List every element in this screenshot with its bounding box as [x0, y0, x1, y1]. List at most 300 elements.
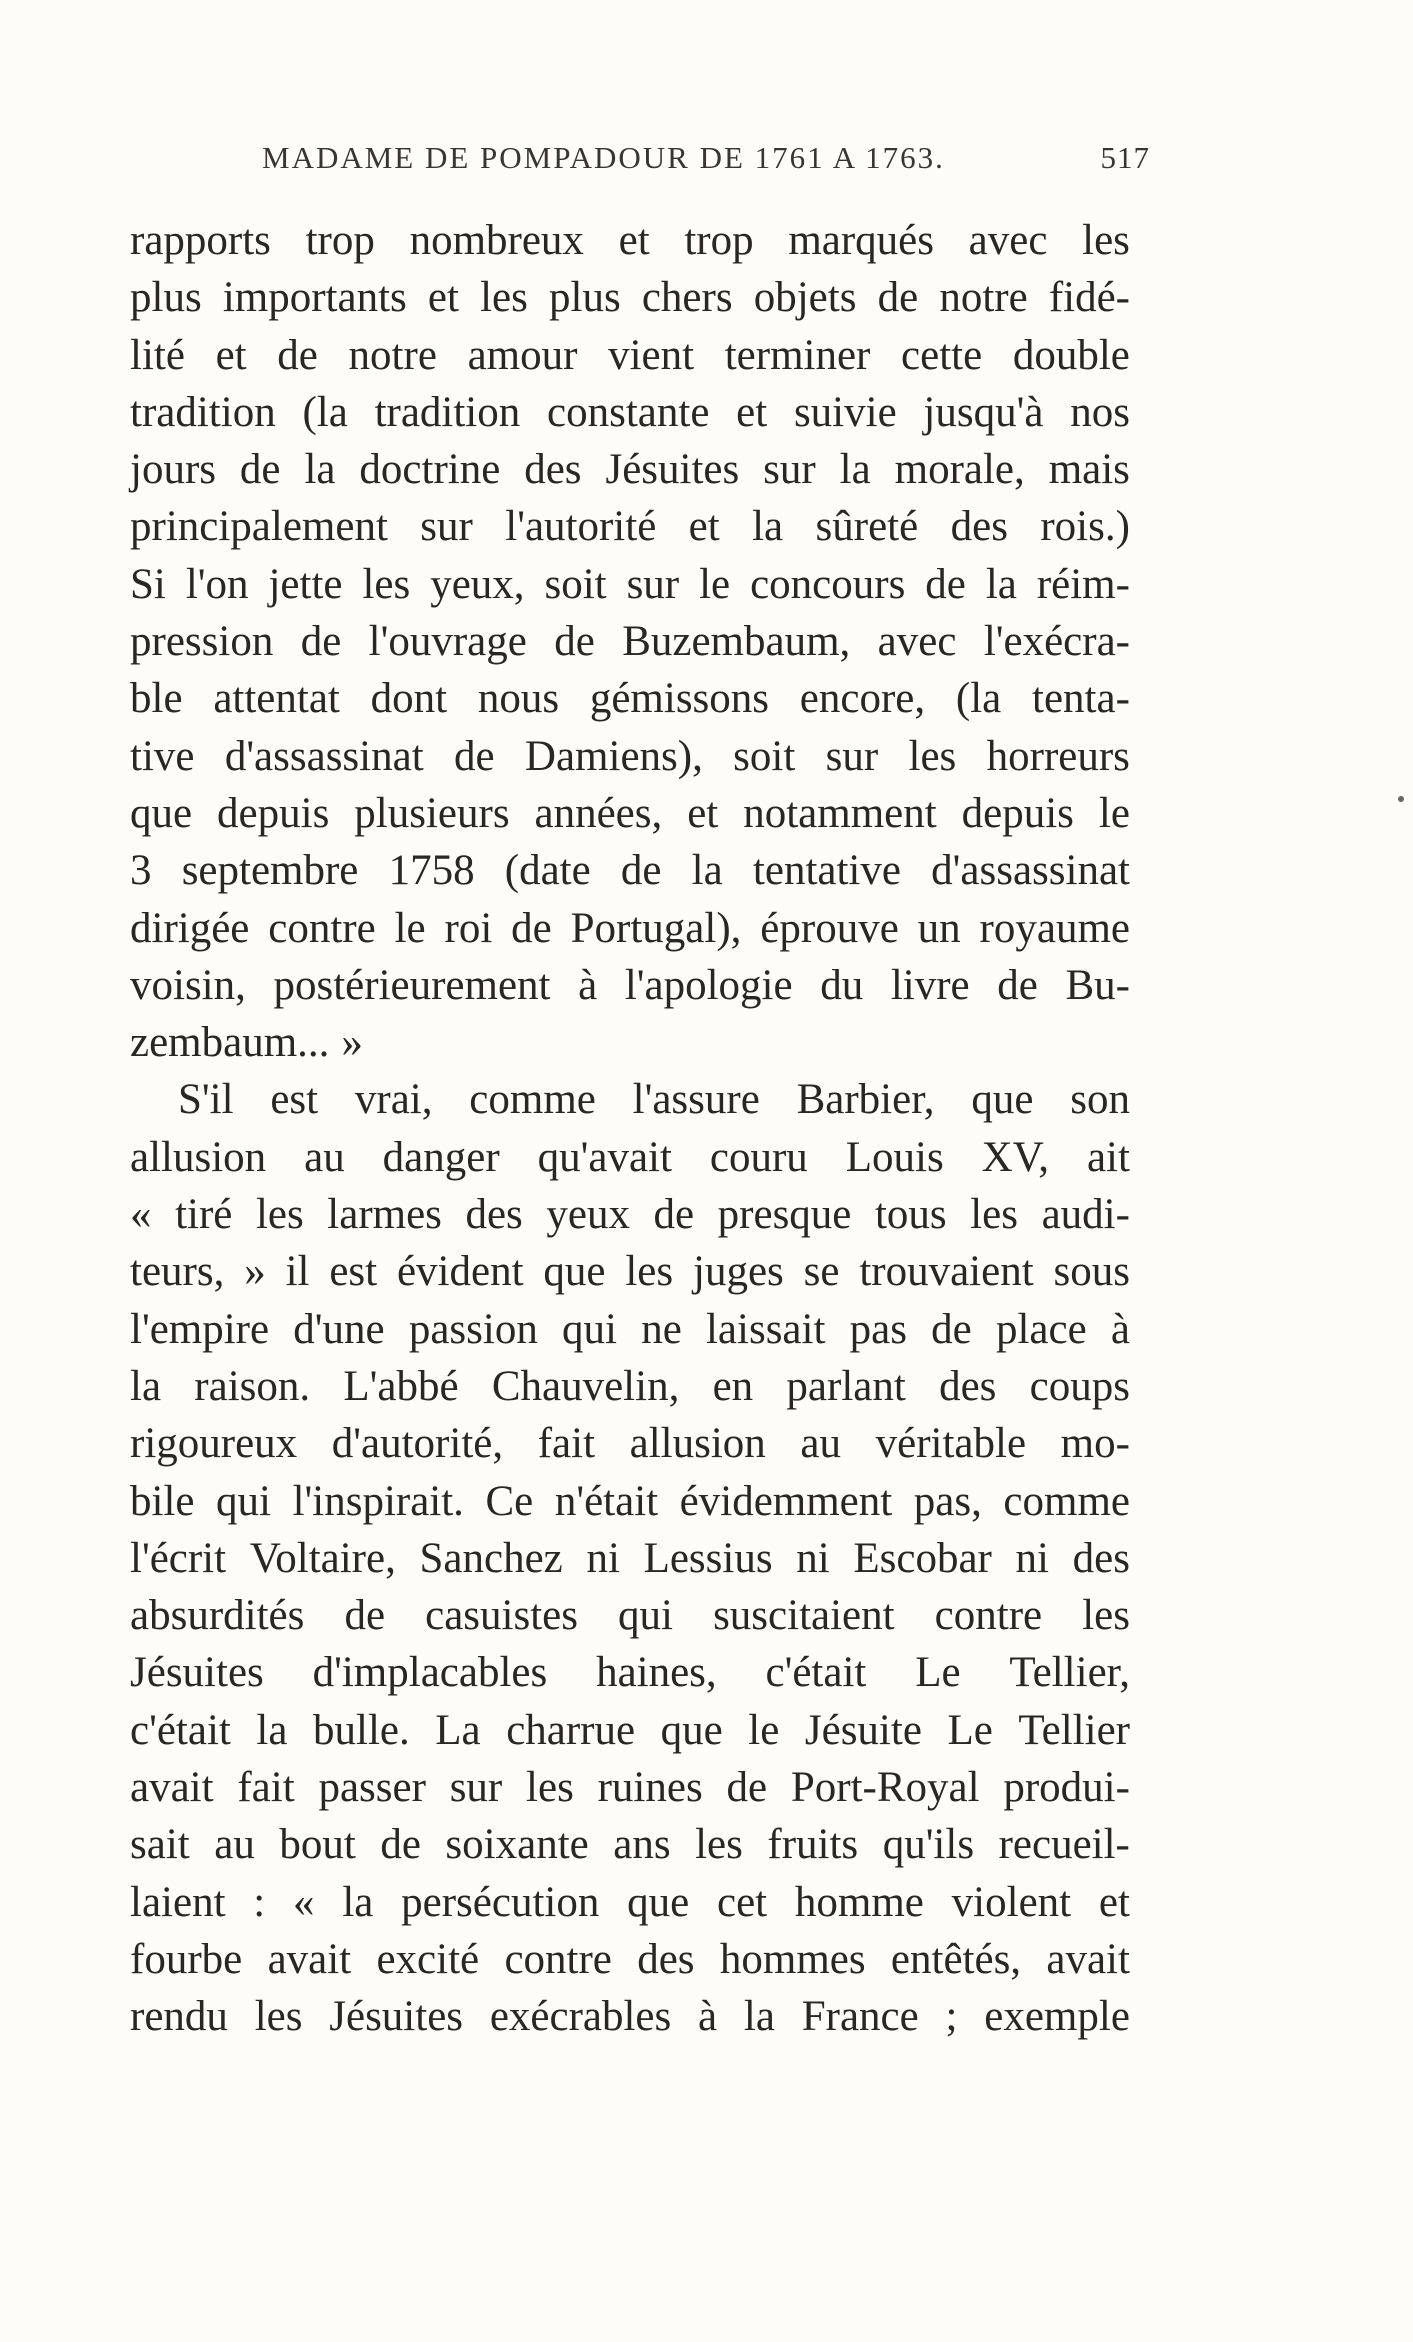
- ink-speck: [1398, 796, 1404, 802]
- word: notre: [348, 331, 437, 379]
- word: septembre: [181, 847, 359, 895]
- word: haines,: [596, 1649, 717, 1697]
- word: recueil-: [998, 1821, 1130, 1869]
- word: plus: [549, 274, 621, 322]
- word: dirigée: [130, 904, 250, 952]
- word: d'autorité,: [331, 1420, 504, 1468]
- word: tiré: [175, 1191, 233, 1239]
- word: plusieurs: [354, 789, 510, 837]
- word: le: [748, 1706, 780, 1754]
- word: les: [625, 1248, 674, 1296]
- word: de: [726, 1764, 768, 1812]
- word: produi-: [1003, 1764, 1130, 1812]
- word: ble: [130, 675, 183, 723]
- word: sur: [449, 1764, 503, 1812]
- word: Tellier: [1018, 1706, 1130, 1754]
- word: livre: [890, 961, 970, 1009]
- word: (la: [302, 388, 348, 436]
- word: de: [554, 618, 595, 666]
- text-line: [130, 1931, 1130, 1988]
- word: les: [1082, 1592, 1130, 1640]
- word: des: [524, 446, 582, 494]
- word: postérieurement: [273, 961, 551, 1009]
- word: c'était: [130, 1706, 231, 1754]
- word: la: [743, 1993, 775, 2041]
- word: casuistes: [425, 1592, 578, 1640]
- word: depuis: [961, 789, 1074, 837]
- word: 1758: [388, 847, 475, 895]
- text-line: [130, 1988, 1130, 2045]
- word: Port-Royal: [790, 1764, 980, 1812]
- word: Jésuites: [605, 446, 740, 494]
- word: passer: [318, 1764, 426, 1812]
- word: qui: [618, 1592, 673, 1640]
- word: ;: [945, 1993, 958, 2041]
- word: mais: [1048, 446, 1130, 494]
- word: marqués: [788, 217, 934, 264]
- word: Escobar: [853, 1534, 992, 1582]
- word: l'on: [185, 560, 249, 608]
- word: L'abbé: [343, 1362, 459, 1410]
- word: de: [239, 446, 281, 494]
- word: des: [939, 1362, 997, 1410]
- text-line: [130, 1243, 1130, 1300]
- word: et: [1098, 1878, 1130, 1926]
- word: trop: [305, 217, 375, 264]
- word: charrue: [506, 1706, 636, 1754]
- word: yeux,: [430, 560, 525, 608]
- word: le: [394, 904, 426, 952]
- word: depuis: [217, 789, 330, 837]
- word: (la: [955, 675, 1002, 723]
- text-line: [130, 1587, 1130, 1644]
- word: avait: [267, 1935, 352, 1983]
- word: danger: [382, 1133, 500, 1181]
- word: l'assure: [632, 1076, 760, 1124]
- word: doctrine: [359, 446, 501, 494]
- word: fait: [237, 1764, 295, 1812]
- word: sait: [130, 1821, 190, 1869]
- word: de: [997, 961, 1038, 1009]
- text-line: [130, 1816, 1130, 1873]
- word: »: [244, 1248, 266, 1296]
- word: et: [427, 274, 459, 322]
- text-line: [130, 1759, 1130, 1816]
- text-line: [130, 1358, 1130, 1415]
- word: que: [971, 1076, 1034, 1124]
- word: et: [215, 331, 247, 379]
- word: (date: [504, 847, 591, 895]
- word: place: [995, 1305, 1087, 1353]
- word: en: [712, 1362, 754, 1410]
- word: sur: [420, 503, 473, 551]
- word: tenta-: [1032, 675, 1130, 723]
- word: trop: [684, 217, 754, 264]
- word: zembaum...: [130, 1019, 330, 1067]
- word: hommes: [719, 1935, 866, 1983]
- word: attentat: [213, 675, 340, 723]
- word: les: [362, 560, 411, 608]
- word: contre: [504, 1935, 612, 1983]
- word: terminer: [724, 331, 871, 379]
- word: et: [688, 503, 720, 551]
- body-text: [130, 212, 1130, 2046]
- word: rapports: [130, 217, 271, 264]
- word: qu'avait: [537, 1133, 672, 1181]
- word: vient: [608, 331, 695, 379]
- word: Si: [130, 560, 166, 608]
- text-line: [130, 613, 1130, 670]
- word: de: [877, 274, 919, 322]
- word: amour: [467, 331, 578, 379]
- word: allusion: [130, 1133, 267, 1181]
- word: bile: [130, 1477, 195, 1525]
- text-line: [130, 670, 1130, 727]
- word: ne: [641, 1305, 682, 1353]
- word: sûreté: [815, 503, 919, 551]
- word: importants: [222, 274, 407, 322]
- text-line: [130, 1071, 1130, 1128]
- word: de: [300, 618, 342, 666]
- word: Voltaire,: [249, 1534, 396, 1582]
- word: évidemment: [679, 1477, 893, 1525]
- word: à: [698, 1993, 718, 2041]
- word: de: [931, 1305, 972, 1353]
- word: son: [1070, 1076, 1130, 1124]
- word: coups: [1029, 1362, 1130, 1410]
- word: au: [304, 1133, 345, 1181]
- word: est: [270, 1076, 319, 1124]
- word: ni: [796, 1534, 830, 1582]
- word: Barbier,: [796, 1076, 935, 1124]
- word: la: [130, 1362, 162, 1410]
- word: rendu: [130, 1993, 228, 2041]
- word: objets: [753, 274, 857, 322]
- word: années,: [534, 789, 663, 837]
- word: se: [803, 1248, 840, 1296]
- word: comme: [1003, 1477, 1130, 1525]
- word: 3: [130, 847, 152, 895]
- word: nombreux: [409, 217, 584, 264]
- word: persécution: [401, 1878, 600, 1926]
- word: Ce: [485, 1477, 534, 1525]
- word: fruits: [767, 1821, 859, 1869]
- word: comme: [469, 1076, 596, 1124]
- text-line: [130, 384, 1130, 441]
- word: la: [342, 1878, 374, 1926]
- word: Bu-: [1065, 961, 1130, 1009]
- word: nos: [1070, 388, 1130, 436]
- word: et: [736, 388, 768, 436]
- word: horreurs: [986, 732, 1130, 780]
- word: rois.): [1040, 503, 1130, 551]
- text-line: [130, 327, 1130, 384]
- text-line: [130, 441, 1130, 498]
- word: éprouve: [760, 904, 899, 952]
- word: ni: [586, 1534, 620, 1582]
- word: pression: [130, 618, 274, 666]
- word: et: [687, 789, 719, 837]
- word: un: [917, 904, 961, 952]
- word: violent: [951, 1878, 1072, 1926]
- word: avec: [877, 618, 957, 666]
- word: laissait: [705, 1305, 826, 1353]
- text-line: [130, 1874, 1130, 1931]
- word: juges: [693, 1248, 784, 1296]
- text-line: [130, 957, 1130, 1014]
- word: bulle.: [313, 1706, 410, 1754]
- text-line: [130, 1014, 1130, 1071]
- word: n'était: [554, 1477, 659, 1525]
- word: XV,: [981, 1133, 1049, 1181]
- word: ans: [613, 1821, 671, 1869]
- word: vrai,: [354, 1076, 433, 1124]
- word: allusion: [629, 1420, 766, 1468]
- word: évident: [396, 1248, 524, 1296]
- word: gémissons: [589, 675, 770, 723]
- word: l'empire: [130, 1305, 270, 1353]
- word: soit: [733, 732, 796, 780]
- word: de: [511, 904, 552, 952]
- word: des: [637, 1935, 695, 1983]
- text-line: [130, 1473, 1130, 1530]
- word: les: [970, 1191, 1018, 1239]
- word: l'ouvrage: [368, 618, 527, 666]
- word: que: [627, 1878, 690, 1926]
- word: Le: [915, 1649, 961, 1697]
- word: roi: [444, 904, 493, 952]
- word: les: [695, 1821, 743, 1869]
- word: des: [465, 1191, 523, 1239]
- word: c'était: [765, 1649, 867, 1697]
- word: bout: [279, 1821, 356, 1869]
- word: tive: [130, 732, 195, 780]
- word: lité: [130, 331, 185, 379]
- word: raison.: [194, 1362, 311, 1410]
- word: l'écrit: [130, 1534, 227, 1582]
- word: du: [820, 961, 864, 1009]
- word: chers: [641, 274, 733, 322]
- word: audi-: [1041, 1191, 1130, 1239]
- word: fourbe: [130, 1935, 243, 1983]
- word: de: [620, 847, 662, 895]
- word: soixante: [445, 1821, 589, 1869]
- word: ruines: [597, 1764, 703, 1812]
- running-title: MADAME DE POMPADOUR DE 1761 A 1763.: [262, 140, 945, 175]
- word: d'assassinat: [931, 847, 1130, 895]
- word: à: [578, 961, 598, 1009]
- word: les: [526, 1764, 574, 1812]
- word: avait: [130, 1764, 214, 1812]
- word: réim-: [1036, 560, 1130, 608]
- word: les: [1082, 217, 1130, 264]
- word: le: [1098, 789, 1130, 837]
- word: soit: [544, 560, 607, 608]
- word: trouvaient: [859, 1248, 1034, 1296]
- word: la: [752, 503, 784, 551]
- text-line: [130, 842, 1130, 899]
- word: cette: [901, 331, 983, 379]
- word: jours: [130, 446, 216, 494]
- word: les: [908, 732, 957, 780]
- word: le: [699, 560, 731, 608]
- word: avec: [968, 217, 1048, 264]
- word: dont: [370, 675, 448, 723]
- word: est: [329, 1248, 378, 1296]
- word: la: [985, 560, 1017, 608]
- word: les: [254, 1993, 303, 2041]
- word: sur: [626, 560, 680, 608]
- text-line: [130, 269, 1130, 326]
- word: voisin,: [130, 961, 246, 1009]
- word: pas,: [913, 1477, 982, 1525]
- page-number: 517: [1100, 140, 1150, 175]
- word: qu'ils: [882, 1821, 975, 1869]
- word: des: [1072, 1534, 1130, 1582]
- word: l'autorité: [505, 503, 657, 551]
- word: l'apologie: [624, 961, 793, 1009]
- word: que: [130, 789, 193, 837]
- text-line: [130, 1530, 1130, 1587]
- word: passion: [408, 1305, 538, 1353]
- word: France: [801, 1993, 919, 2041]
- word: l'exécra-: [983, 618, 1130, 666]
- word: la: [691, 847, 723, 895]
- text-line: [130, 728, 1130, 785]
- word: contre: [268, 904, 376, 952]
- word: sous: [1053, 1248, 1130, 1296]
- word: il: [285, 1248, 310, 1296]
- word: qui: [562, 1305, 617, 1353]
- word: suscitaient: [713, 1592, 895, 1640]
- word: Buzembaum,: [622, 618, 851, 666]
- word: Le: [947, 1706, 993, 1754]
- text-line: [130, 785, 1130, 842]
- word: double: [1012, 331, 1130, 379]
- word: laient: [130, 1878, 226, 1926]
- word: Jésuite: [804, 1706, 922, 1754]
- word: concours: [750, 560, 906, 608]
- word: à: [1110, 1305, 1130, 1353]
- word: d'une: [293, 1305, 385, 1353]
- word: ni: [1015, 1534, 1049, 1582]
- word: teurs,: [130, 1248, 225, 1296]
- word: exécrables: [489, 1993, 672, 2041]
- word: qui: [216, 1477, 271, 1525]
- word: absurdités: [130, 1592, 305, 1640]
- word: sur: [763, 446, 816, 494]
- word: parlant: [786, 1362, 906, 1410]
- word: fidé-: [1048, 274, 1130, 322]
- word: presque: [717, 1191, 852, 1239]
- word: les: [255, 1191, 304, 1239]
- word: larmes: [327, 1191, 442, 1239]
- word: d'implacables: [312, 1649, 548, 1697]
- text-line: [130, 1415, 1130, 1472]
- word: principalement: [130, 503, 388, 551]
- word: nous: [477, 675, 560, 723]
- word: pas: [849, 1305, 907, 1353]
- text-line: [130, 1129, 1130, 1186]
- word: les: [480, 274, 528, 322]
- word: et: [618, 217, 650, 264]
- word: tradition: [130, 388, 276, 436]
- word: que: [660, 1706, 723, 1754]
- word: tous: [874, 1191, 947, 1239]
- word: exemple: [984, 1993, 1130, 2041]
- word: tentative: [752, 847, 901, 895]
- word: cet: [717, 1878, 768, 1926]
- word: sur: [825, 732, 879, 780]
- word: plus: [130, 274, 202, 322]
- word: Damiens),: [524, 732, 703, 780]
- word: que: [543, 1248, 606, 1296]
- word: «: [293, 1878, 315, 1926]
- word: au: [800, 1420, 842, 1468]
- word: ait: [1086, 1133, 1130, 1181]
- word: yeux: [546, 1191, 630, 1239]
- word: couru: [709, 1133, 808, 1181]
- word: Sanchez: [419, 1534, 563, 1582]
- word: fait: [537, 1420, 596, 1468]
- word: de: [453, 732, 495, 780]
- word: Chauvelin,: [491, 1362, 680, 1410]
- word: jusqu'à: [923, 388, 1044, 436]
- word: excité: [376, 1935, 480, 1983]
- word: :: [253, 1878, 266, 1926]
- text-line: [130, 212, 1130, 269]
- page-header: [262, 140, 1150, 184]
- word: de: [380, 1821, 421, 1869]
- text-line: [130, 498, 1130, 555]
- word: constante: [547, 388, 710, 436]
- word: notre: [939, 274, 1028, 322]
- word: jette: [268, 560, 343, 608]
- word: de: [925, 560, 966, 608]
- word: encore,: [799, 675, 926, 723]
- word: Portugal),: [570, 904, 742, 952]
- word: l'inspirait.: [292, 1477, 464, 1525]
- word: Jésuites: [329, 1993, 464, 2041]
- word: mo-: [1060, 1420, 1130, 1468]
- word: morale,: [894, 446, 1025, 494]
- word: Jésuites: [130, 1649, 264, 1697]
- word: contre: [934, 1592, 1043, 1640]
- text-line: [130, 556, 1130, 613]
- text-line: [130, 900, 1130, 957]
- word: des: [950, 503, 1008, 551]
- word: de: [277, 331, 318, 379]
- text-line: [130, 1644, 1130, 1701]
- word: de: [344, 1592, 386, 1640]
- word: rigoureux: [130, 1420, 298, 1468]
- word: la: [839, 446, 871, 494]
- word: la: [256, 1706, 288, 1754]
- word: royaume: [979, 904, 1130, 952]
- word: «: [130, 1191, 152, 1239]
- word: Louis: [845, 1133, 944, 1181]
- word: Tellier,: [1009, 1649, 1130, 1697]
- word: entêtés,: [890, 1935, 1022, 1983]
- word: au: [214, 1821, 255, 1869]
- word: notamment: [743, 789, 937, 837]
- word: S'il: [178, 1076, 234, 1124]
- text-line: [130, 1301, 1130, 1358]
- text-line: [130, 1186, 1130, 1243]
- word: Lessius: [643, 1534, 773, 1582]
- word: homme: [794, 1878, 924, 1926]
- word: d'assassinat: [224, 732, 424, 780]
